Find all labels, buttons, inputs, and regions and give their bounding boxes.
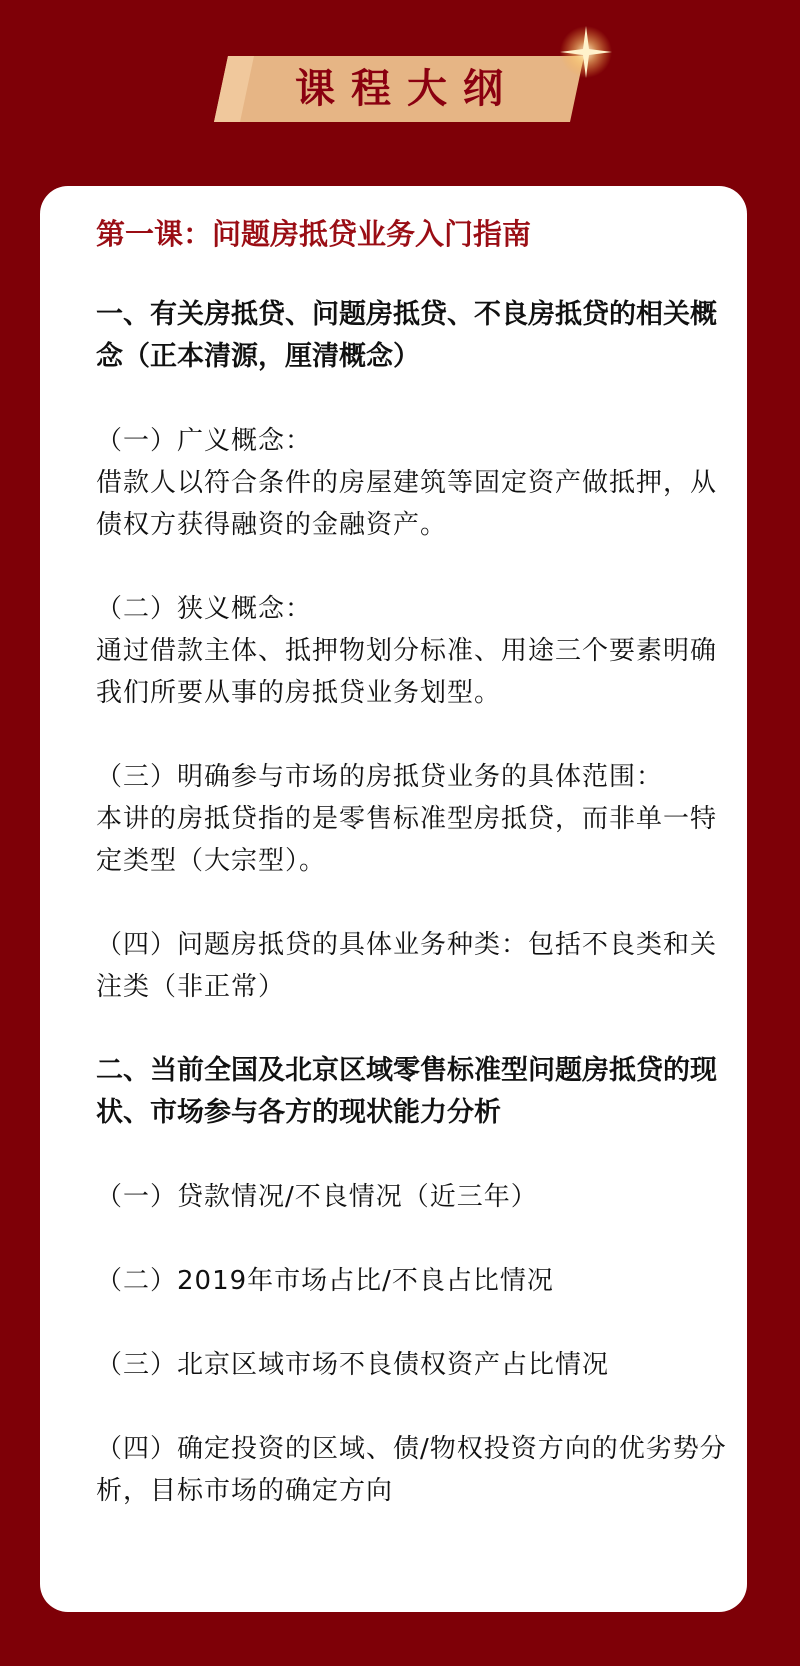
subsection-body: 本讲的房抵贷指的是零售标准型房抵贷，而非单一特定类型（大宗型）。 bbox=[96, 804, 718, 876]
sparkle-icon bbox=[556, 22, 616, 82]
course-outline-card bbox=[40, 186, 747, 1612]
header-banner bbox=[214, 56, 584, 122]
subsection-title: （三）明确参与市场的房抵贷业务的具体范围： bbox=[96, 762, 664, 792]
subsection-title: （二）2019年市场占比/不良占比情况 bbox=[96, 1266, 554, 1296]
subsection-title: （一）广义概念： bbox=[96, 426, 313, 456]
subsection-body: 借款人以符合条件的房屋建筑等固定资产做抵押，从债权方获得融资的金融资产。 bbox=[96, 468, 718, 540]
subsection-title: （二）狭义概念： bbox=[96, 594, 313, 624]
subsection-title: （四）确定投资的区域、债/物权投资方向的优劣势分析，目标市场的确定方向 bbox=[96, 1434, 727, 1506]
subsection-title: （四）问题房抵贷的具体业务种类：包括不良类和关注类（非正常） bbox=[96, 930, 718, 1002]
page-title: 课程大纲 bbox=[295, 66, 519, 112]
subsection-body: 通过借款主体、抵押物划分标准、用途三个要素明确我们所要从事的房抵贷业务划型。 bbox=[96, 636, 718, 708]
subsection-title: （三）北京区域市场不良债权资产占比情况 bbox=[96, 1350, 610, 1380]
section-heading: 一、有关房抵贷、问题房抵贷、不良房抵贷的相关概念（正本清源，厘清概念） bbox=[96, 299, 717, 372]
subsection-title: （一）贷款情况/不良情况（近三年） bbox=[96, 1182, 538, 1212]
section-heading: 二、当前全国及北京区域零售标准型问题房抵贷的现状、市场参与各方的现状能力分析 bbox=[96, 1055, 717, 1128]
lesson-title: 第一课：问题房抵贷业务入门指南 bbox=[96, 217, 532, 251]
outline-content bbox=[96, 212, 736, 1512]
